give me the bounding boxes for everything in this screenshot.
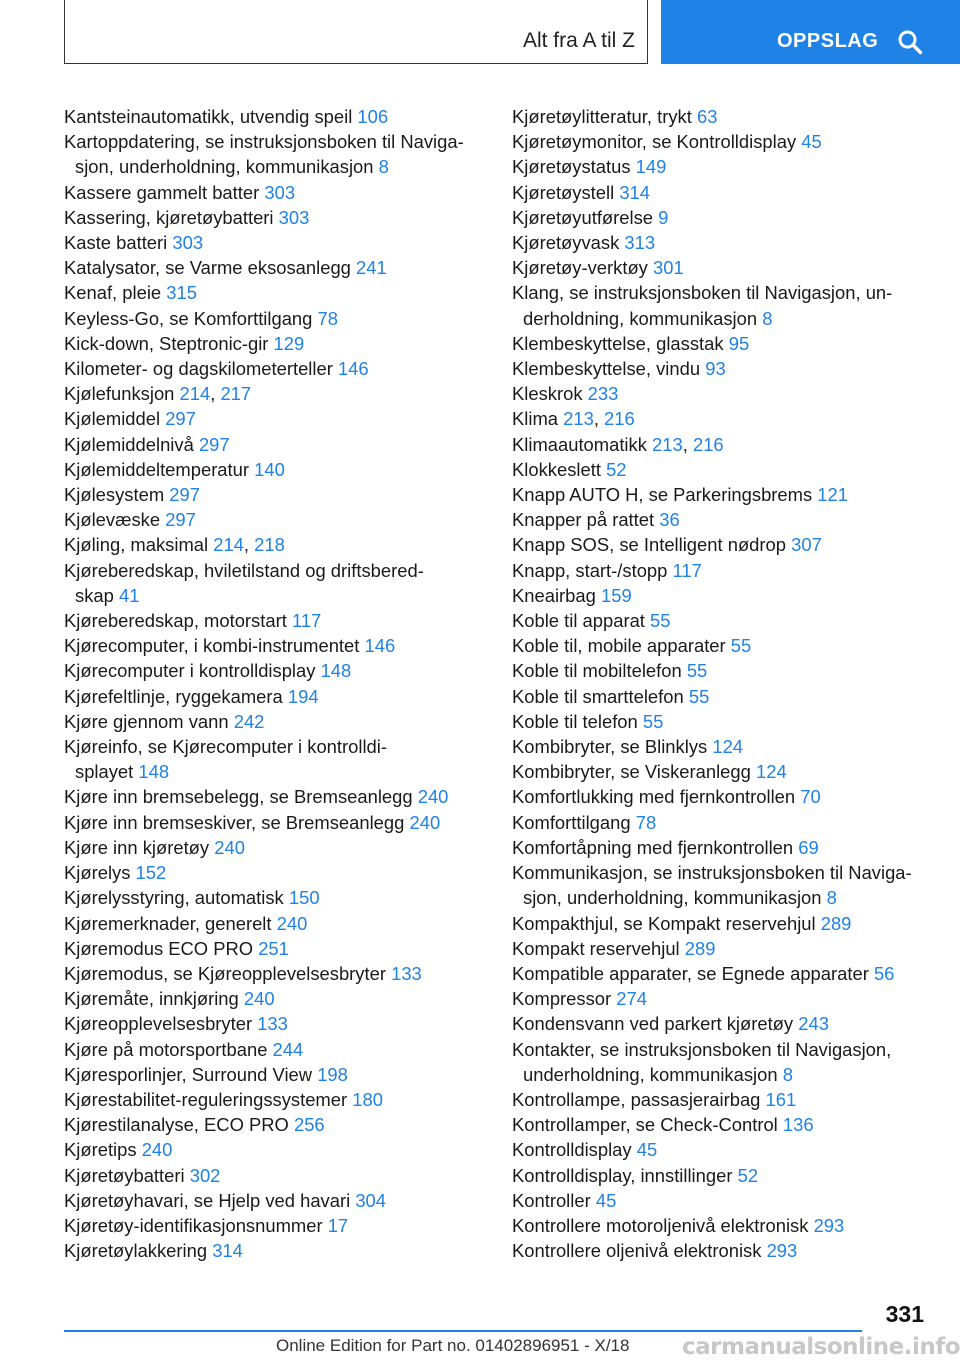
index-entry [512,986,932,1011]
page-link[interactable]: 152 [135,862,167,884]
page-link[interactable]: 17 [327,1214,349,1236]
index-term: Komforttilgang [512,811,631,833]
index-entry [64,1137,484,1162]
index-entry [512,280,932,330]
index-term: Komfortåpning med fjernkontrollen [512,836,794,858]
page-link[interactable]: 194 [287,685,319,707]
index-term: Kjøreinfo, se Kjørecomputer i kontrolldi- [64,736,387,758]
page-link[interactable]: 148 [138,761,170,783]
page-link[interactable]: 303 [172,232,204,254]
index-term: Kjørefeltlinje, ryggekamera [64,685,283,707]
index-term: Kombibryter, se Blinklys [512,736,708,758]
index-term: Kjøre inn bremseskiver, se Bremseanlegg [64,811,405,833]
page-link[interactable]: 289 [684,937,716,959]
page-link[interactable]: 161 [765,1088,797,1110]
page-link[interactable]: 302 [189,1164,221,1186]
page-link[interactable]: 55 [642,710,664,732]
index-entry [64,684,484,709]
index-entry [512,936,932,961]
page-link[interactable]: 314 [212,1240,243,1262]
page-link[interactable]: 241 [356,257,387,279]
page-link[interactable]: 55 [686,660,708,682]
index-entry [64,936,484,961]
page-link[interactable]: 303 [278,206,310,228]
lookup-tab-label: OPPSLAG [777,30,879,52]
page-link[interactable]: 240 [141,1139,173,1161]
search-icon[interactable] [897,29,923,55]
page-link[interactable]: 301 [653,257,684,279]
page-header [64,0,960,64]
index-term: Kjørestilanalyse, ECO PRO [64,1114,289,1136]
page-link[interactable]: 240 [214,836,245,858]
index-entry [64,457,484,482]
page-link[interactable]: 150 [288,887,320,909]
page-link[interactable]: 78 [317,307,338,329]
page-link[interactable]: 140 [254,458,285,480]
index-entry [64,1188,484,1213]
index-term: Koble til smarttelefon [512,685,684,707]
page-link[interactable]: 56 [873,962,895,984]
index-entry [64,558,484,608]
index-entry [64,255,484,280]
page-link[interactable]: 293 [813,1214,845,1236]
index-term: Koble til apparat [512,610,645,632]
index-entry [512,1213,932,1238]
index-term-continued: splayet [75,761,134,783]
index-term: Kick-down, Steptronic-gir [64,332,269,354]
index-term: Kompressor [512,988,612,1010]
page-link[interactable]: 124 [712,736,744,758]
page-link[interactable]: 9 [658,206,669,228]
index-entry [512,911,932,936]
index-entry [512,457,932,482]
lookup-tab[interactable] [661,0,960,64]
index-entry [512,1238,932,1263]
page-link[interactable]: 297 [165,408,196,430]
index-term: Kaste batteri [64,232,168,254]
page-link[interactable]: 303 [264,181,296,203]
page-link[interactable]: 95 [728,332,750,354]
index-term: Klokkeslett [512,458,601,480]
index-entry [512,205,932,230]
index-term: Kjøremodus, se Kjøreopplevelsesbryter [64,962,386,984]
index-entry [64,961,484,986]
index-entry [512,129,932,154]
page-link[interactable]: 216 [692,433,724,455]
index-term-continued: underholdning, kommunikasjon [523,1063,778,1085]
index-entry [64,658,484,683]
page-link[interactable]: 180 [352,1088,383,1110]
index-entry [512,709,932,734]
index-term: Klang, se instruksjonsboken til Navigasjon, un- [512,282,893,304]
index-term: Klimaautomatikk [512,433,647,455]
index-term: Kartoppdatering, se instruksjonsboken til Naviga- [64,131,464,153]
index-term: Kjørelys [64,862,131,884]
index-entry [512,633,932,658]
index-term: Kassere gammelt batter [64,181,260,203]
page-link[interactable]: 218 [254,534,285,556]
page-link[interactable]: 36 [659,509,680,531]
page-link[interactable]: 314 [619,181,650,203]
index-entry: Kjølefunksjon 214, 217 [64,383,252,405]
index-term: Kjøretøyhavari, se Hjelp ved havari [64,1189,351,1211]
page-link[interactable]: 69 [798,836,819,858]
index-term: Kjøretøy-verktøy [512,257,648,279]
index-term: Kjølefunksjon [64,383,175,405]
index-entry: Kjøling, maksimal 214, 218 [64,534,285,556]
index-entry [64,911,484,936]
index-term: Kjøremerknader, generelt [64,912,272,934]
index-entry [64,784,484,809]
index-term: Kjøresporlinjer, Surround View [64,1063,313,1085]
page-link[interactable]: 240 [409,811,441,833]
page-link[interactable]: 121 [817,484,848,506]
index-entry [64,1011,484,1036]
page-link[interactable]: 149 [635,156,667,178]
index-term: Kjøretøylitteratur, trykt [512,106,692,127]
index-entry [512,1037,932,1087]
index-term: Kjørestabilitet-reguleringssystemer [64,1088,348,1110]
index-entry [64,1112,484,1137]
index-term: Kontrollampe, passasjerairbag [512,1088,761,1110]
index-term: Kontrollere motoroljenivå elektronisk [512,1214,809,1236]
page-link[interactable]: 129 [273,332,305,354]
index-term: Kompakt reservehjul [512,937,680,959]
index-entry [512,1163,932,1188]
index-entry [512,154,932,179]
index-entry [512,558,932,583]
index-entry [64,104,484,129]
page-link[interactable]: 45 [801,131,822,153]
index-term: Kjøretøy-identifikasjonsnummer [64,1214,323,1236]
page-link[interactable]: 45 [595,1189,617,1211]
page-link[interactable]: 214 [179,383,211,405]
index-entry [64,507,484,532]
page-link[interactable]: 106 [357,106,389,127]
index-term: Kenaf, pleie [64,282,162,304]
index-entry [512,532,932,557]
index-entry [64,280,484,305]
page-link[interactable]: 251 [258,937,289,959]
index-term: Kjøling, maksimal [64,534,209,556]
index-term: Kleskrok [512,383,583,405]
page-link[interactable]: 70 [800,786,821,808]
page-link[interactable]: 124 [756,761,787,783]
index-entry [512,1137,932,1162]
page-link[interactable]: 146 [364,635,396,657]
page-link[interactable]: 45 [636,1139,658,1161]
index-entry [64,986,484,1011]
index-entry [64,356,484,381]
index-term: Kommunikasjon, se instruksjonsboken til Naviga- [512,862,912,884]
index-entry [512,1087,932,1112]
index-term: Kantsteinautomatikk, utvendig speil [64,106,353,127]
index-entry [512,255,932,280]
page-link[interactable]: 78 [635,811,657,833]
page-link[interactable]: 313 [624,232,656,254]
index-term: Kondensvann ved parkert kjøretøy [512,1013,794,1035]
index-term: Kjøremåte, innkjøring [64,988,239,1010]
index-term-continued: derholdning, kommunikasjon [523,307,758,329]
index-term: Kjørecomputer, i kombi-instrumentet [64,635,360,657]
index-term: Kontrolldisplay [512,1139,632,1161]
page-link[interactable]: 213 [652,433,683,455]
index-entry [64,860,484,885]
index-term: Kjøretøyvask [512,232,620,254]
watermark-logo: carmanualsonline.info [682,1334,960,1360]
index-entry [64,1213,484,1238]
index-term: Kjøretøystell [512,181,615,203]
index-entry: Klima 213, 216 [512,408,635,430]
page-link[interactable]: 242 [233,710,265,732]
index-entry [512,583,932,608]
index-entry [64,835,484,860]
page-link[interactable]: 244 [272,1038,304,1060]
index-term: Kjøre gjennom vann [64,710,229,732]
index-entry [64,1238,484,1263]
page-link[interactable]: 297 [198,433,230,455]
page-link[interactable]: 256 [293,1114,325,1136]
index-entry [64,129,484,179]
index-column-right [512,104,932,1263]
page-link[interactable]: 136 [782,1114,814,1136]
page-link[interactable]: 233 [587,383,619,405]
index-term: Keyless-Go, se Komforttilgang [64,307,313,329]
index-entry [512,961,932,986]
index-entry [64,1062,484,1087]
page-number: 331 [885,1301,924,1327]
page-link[interactable]: 8 [782,1063,793,1085]
index-entry [512,810,932,835]
index-entry [512,784,932,809]
index-entry [64,709,484,734]
page-link[interactable]: 146 [337,358,369,380]
page-link[interactable]: 243 [798,1013,829,1035]
section-title: Alt fra A til Z [522,29,635,52]
index-entry [512,1011,932,1036]
index-entry [64,1163,484,1188]
page-link[interactable]: 214 [213,534,244,556]
index-term: Kjøretøyutførelse [512,206,654,228]
page-link[interactable]: 148 [320,660,352,682]
index-term: Kjøretøystatus [512,156,631,178]
index-term: Kjøretøymonitor, se Kontrolldisplay [512,131,797,153]
page-link[interactable]: 93 [705,358,726,380]
page-link[interactable]: 240 [276,912,308,934]
index-term: Klembeskyttelse, glasstak [512,332,724,354]
index-term: Knapper på rattet [512,509,655,531]
index-term-continued: skap [75,584,114,606]
index-column-left [64,104,484,1263]
index-entry [512,482,932,507]
page-link[interactable]: 217 [220,383,252,405]
index-term: Kontakter, se instruksjonsboken til Navigasjon, [512,1038,892,1060]
index-term: Kombibryter, se Viskeranlegg [512,761,751,783]
index-term: Kontrollere oljenivå elektronisk [512,1240,762,1262]
index-entry [64,810,484,835]
index-entry [512,1188,932,1213]
page-link[interactable]: 216 [604,408,635,430]
page-link[interactable]: 240 [417,786,449,808]
index-term: Kjørelysstyring, automatisk [64,887,284,909]
index-term: Kjølevæske [64,509,161,531]
index-term: Kjøretøybatteri [64,1164,185,1186]
index-entry [64,633,484,658]
index-entry [64,1037,484,1062]
index-entry [512,331,932,356]
index-entry [512,230,932,255]
page-link[interactable]: 52 [737,1164,759,1186]
index-term-continued: sjon, underholdning, kommunikasjon [523,887,822,909]
page-link[interactable]: 297 [165,509,196,531]
index-entry [64,205,484,230]
page-link[interactable]: 159 [600,584,632,606]
index-entry [512,180,932,205]
page-link[interactable]: 8 [826,887,837,909]
index-term: Kontroller [512,1189,591,1211]
page-link[interactable]: 293 [766,1240,798,1262]
index-term: Kjøre på motorsportbane [64,1038,268,1060]
index-entry [512,608,932,633]
page-link[interactable]: 63 [696,106,718,127]
index-term: Klima [512,408,558,430]
index-term: Koble til telefon [512,710,638,732]
index-entry [512,734,932,759]
footer-edition-text: Online Edition for Part no. 01402896951 - X/18 [276,1336,630,1355]
index-term: Knapp SOS, se Intelligent nødrop [512,534,786,556]
index-entry [512,507,932,532]
page-link[interactable]: 41 [118,584,140,606]
page-link[interactable]: 289 [820,912,852,934]
page-link[interactable]: 297 [169,484,200,506]
index-entry [64,230,484,255]
page-link[interactable]: 133 [391,962,422,984]
index-entry [512,684,932,709]
index-term: Knapp AUTO H, se Parkeringsbrems [512,484,813,506]
index-entry [64,734,484,784]
page-link[interactable]: 315 [166,282,197,304]
index-term: Kjøreberedskap, hviletilstand og driftsbered- [64,559,424,581]
index-term: Koble til, mobile apparater [512,635,726,657]
index-entry [512,356,932,381]
index-entry [64,482,484,507]
index-term: Kilometer- og dagskilometerteller [64,358,333,380]
index-term: Kjøremodus ECO PRO [64,937,254,959]
index-term: Kjøre inn kjøretøy [64,836,210,858]
index-term: Kjøreopplevelsesbryter [64,1013,253,1035]
index-entry [512,104,932,129]
index-entry [64,885,484,910]
index-entry [64,180,484,205]
index-term: Kjølesystem [64,484,165,506]
page-link[interactable]: 55 [730,635,752,657]
page-link[interactable]: 55 [650,610,671,632]
index-entry [64,331,484,356]
page-link[interactable]: 198 [317,1063,348,1085]
index-entry [64,1087,484,1112]
page-link[interactable]: 117 [291,610,322,632]
page-link[interactable]: 8 [378,156,389,178]
index-entry [64,432,484,457]
index-term: Kjørecomputer i kontrolldisplay [64,660,316,682]
index-entry [64,306,484,331]
index-entry [512,860,932,910]
index-entry [512,759,932,784]
index-entry [512,658,932,683]
index-term: Kjøreberedskap, motorstart [64,610,287,632]
index-term: Kjøretøylakkering [64,1240,208,1262]
page-link[interactable]: 8 [762,307,773,329]
page-link[interactable]: 274 [616,988,647,1010]
index-entry [64,608,484,633]
index-term: Kompakthjul, se Kompakt reservehjul [512,912,816,934]
index-term: Kjølemiddeltemperatur [64,458,250,480]
page-link[interactable]: 307 [791,534,822,556]
index-term: Kontrolldisplay, innstillinger [512,1164,733,1186]
index-entry: Klimaautomatikk 213, 216 [512,433,724,455]
footer-divider [64,1330,862,1332]
index-term: Kontrollamper, se Check-Control [512,1114,778,1136]
index-term: Knapp, start-/stopp [512,559,668,581]
index-term: Kjøretips [64,1139,137,1161]
index-term: Kneairbag [512,584,596,606]
page-link[interactable]: 117 [672,559,702,581]
index-term: Komfortlukking med fjernkontrollen [512,786,796,808]
page-link[interactable]: 133 [257,1013,288,1035]
section-header-box [64,0,648,64]
index-term: Kassering, kjøretøybatteri [64,206,274,228]
page-link[interactable]: 52 [606,458,627,480]
index-term: Kompatible apparater, se Egnede apparater [512,962,869,984]
index-term: Kjølemiddel [64,408,161,430]
page-link[interactable]: 55 [688,685,710,707]
index-term-continued: sjon, underholdning, kommunikasjon [75,156,374,178]
index-entry [512,835,932,860]
page-link[interactable]: 304 [355,1189,386,1211]
index-term: Kjølemiddelnivå [64,433,194,455]
page-link[interactable]: 213 [563,408,594,430]
index-entry [512,1112,932,1137]
index-entry [64,406,484,431]
index-term: Klembeskyttelse, vindu [512,358,701,380]
index-term: Koble til mobiltelefon [512,660,682,682]
page-link[interactable]: 240 [243,988,275,1010]
index-term: Katalysator, se Varme eksosanlegg [64,257,351,279]
index-entry [512,381,932,406]
index-term: Kjøre inn bremsebelegg, se Bremseanlegg [64,786,413,808]
